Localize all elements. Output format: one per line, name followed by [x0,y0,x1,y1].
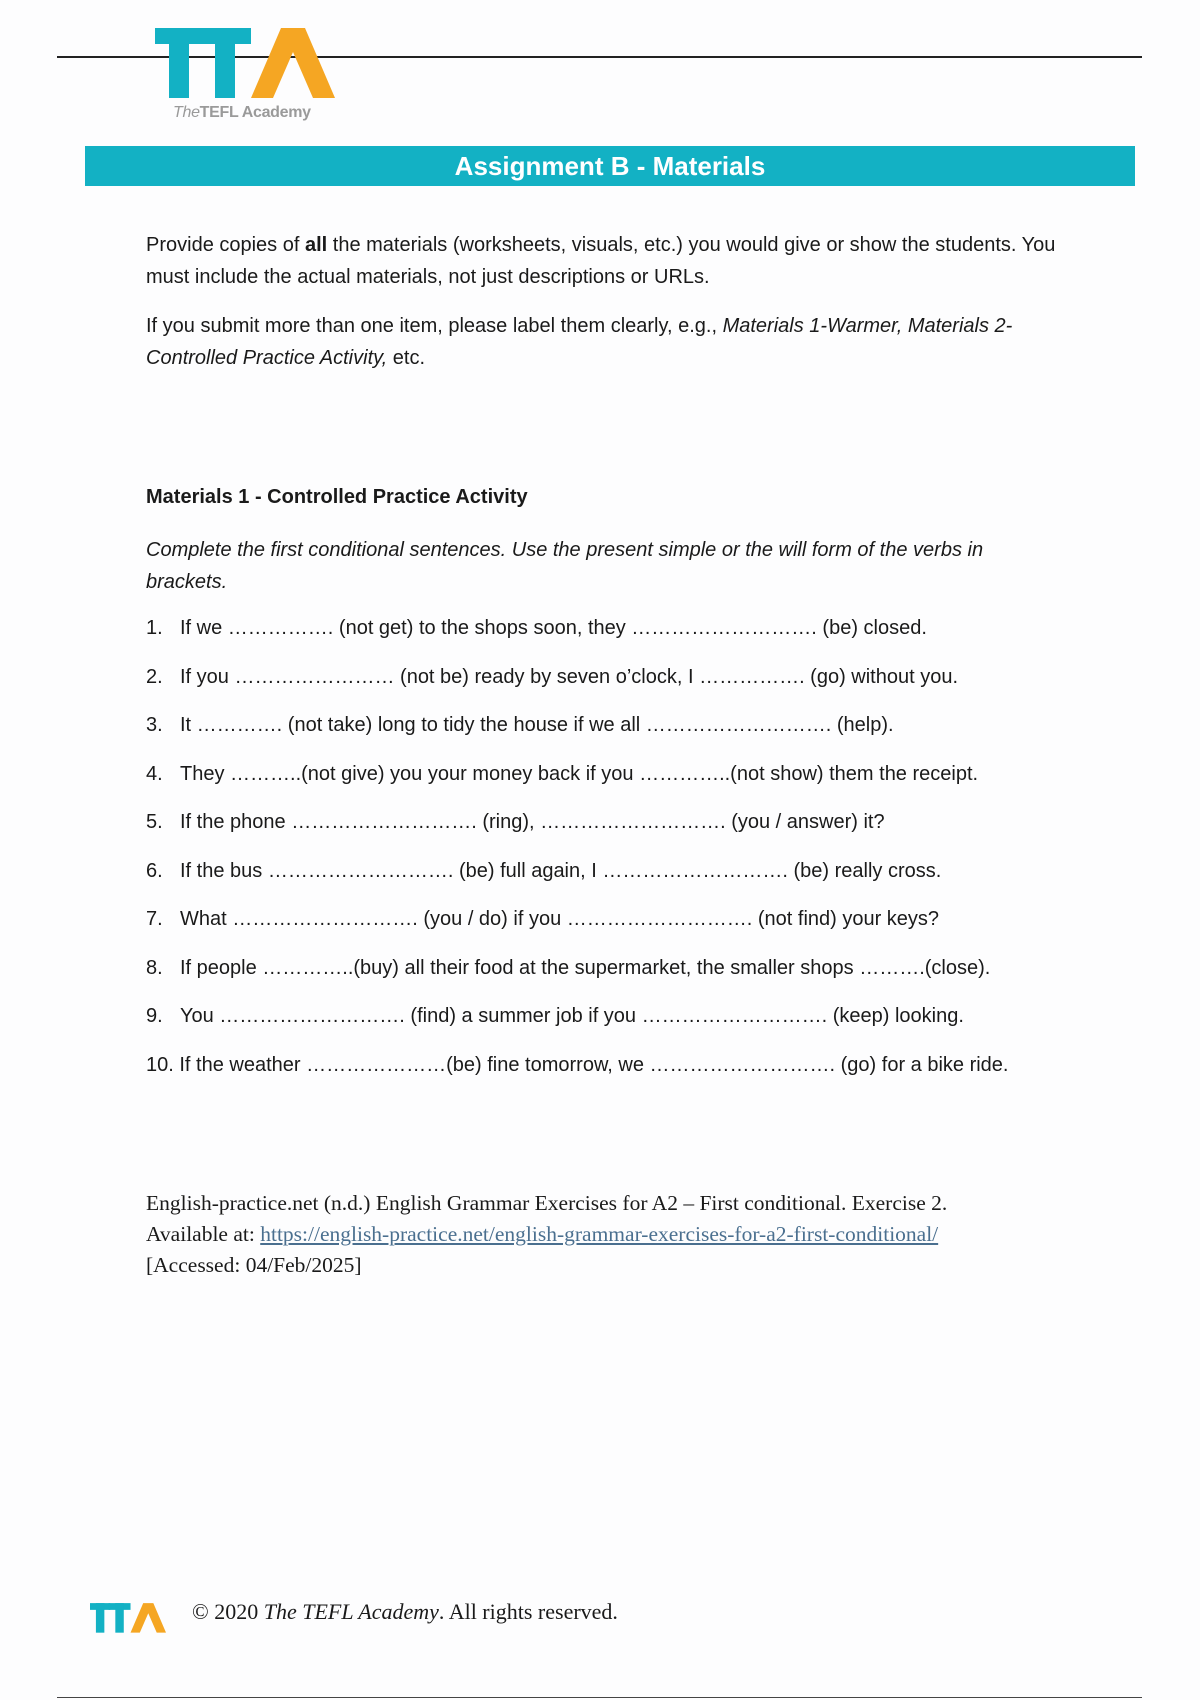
exercise-item [146,661,1076,710]
exercise-text: You ………………………. (find) a summer job if you ………………………. (keep) looking. [180,1005,964,1027]
reference-link[interactable]: https://english-practice.net/english-grammar-exercises-for-a2-first-conditional/ [260,1222,939,1246]
exercise-item [146,612,1076,661]
copyright-notice: © 2020 The TEFL Academy. All rights reserved. [192,1599,618,1624]
label-examples: Materials 1-Warmer, Materials 2- Controlled Practice Activity, [146,315,1013,369]
materials-instructions: Complete the first conditional sentences. Use the present simple or the will form of the verbs in brackets. [146,539,984,593]
assignment-banner: Assignment B - Materials [85,146,1135,186]
exercise-text: What ………………………. (you / do) if you ………………………. (not find) your keys? [180,908,940,930]
exercise-number: 9. [146,1005,163,1027]
exercise-number: 6. [146,859,163,882]
exercise-text: It …………. (not take) long to tidy the house if we all ………………………. (help). [180,714,894,736]
exercise-text: If the weather …………………(be) fine tomorrow, we ………………………. (go) for a bike ride. [179,1053,1009,1076]
intro-paragraph-2: If you submit more than one item, please label them clearly, e.g., Materials 1-Warmer, Materials 2- Controlled Practice Activity, etc. [146,315,1013,369]
exercise-text: If people …………..(buy) all their food at the supermarket, the smaller shops ……….(close). [180,956,991,979]
exercise-item [146,855,1076,904]
footer-logo [90,1598,166,1642]
exercise-number: 7. [146,908,163,930]
accessed-date: [Accessed: 04/Feb/2025] [146,1253,362,1277]
exercise-number: 1. [146,617,163,639]
exercise-number: 5. [146,811,163,833]
exercise-text: If the bus ………………………. (be) full again, I ………………………. (be) really cross. [180,859,942,882]
exercise-item [146,903,1076,952]
exercise-text: If we ……………. (not get) to the shops soon, they ………………………. (be) closed. [180,617,927,639]
materials-title: Materials 1 - Controlled Practice Activity [146,486,528,508]
bottom-rule [57,1697,1142,1698]
exercise-list [146,612,1076,1097]
intro-paragraph-1: Provide copies of all the materials (worksheets, visuals, etc.) you would give or show the students. You must include the actual materials, not just descriptions or URLs. [146,234,1056,288]
exercise-item [146,709,1076,758]
available-label: Available at: [146,1222,261,1246]
exercise-number: 8. [146,956,163,979]
tagline-the: The [173,104,200,121]
exercise-text: If you …………………… (not be) ready by seven o’clock, I ……………. (go) without you. [180,665,959,688]
reference-citation [146,1188,1076,1281]
exercise-number: 2. [146,665,163,688]
exercise-number: 10. [146,1053,174,1076]
logo-tagline [173,104,311,122]
reference-line: English-practice.net (n.d.) English Grammar Exercises for A2 – First conditional. Exercise 2. [146,1191,948,1215]
tagline-name: TEFL Academy [199,104,311,121]
exercise-item [146,952,1076,1001]
exercise-item [146,1049,1076,1098]
exercise-number: 3. [146,714,163,736]
emphasis-all: all [304,234,328,256]
exercise-item [146,806,1076,855]
exercise-text: They ………..(not give) you your money back if you …………..(not show) them the receipt. [180,762,979,785]
exercise-item [146,758,1076,807]
exercise-item [146,1000,1076,1049]
company-name: The TEFL Academy [263,1599,439,1624]
exercise-text: If the phone ………………………. (ring), ………………………. (you / answer) it? [180,811,885,833]
exercise-number: 4. [146,762,163,785]
